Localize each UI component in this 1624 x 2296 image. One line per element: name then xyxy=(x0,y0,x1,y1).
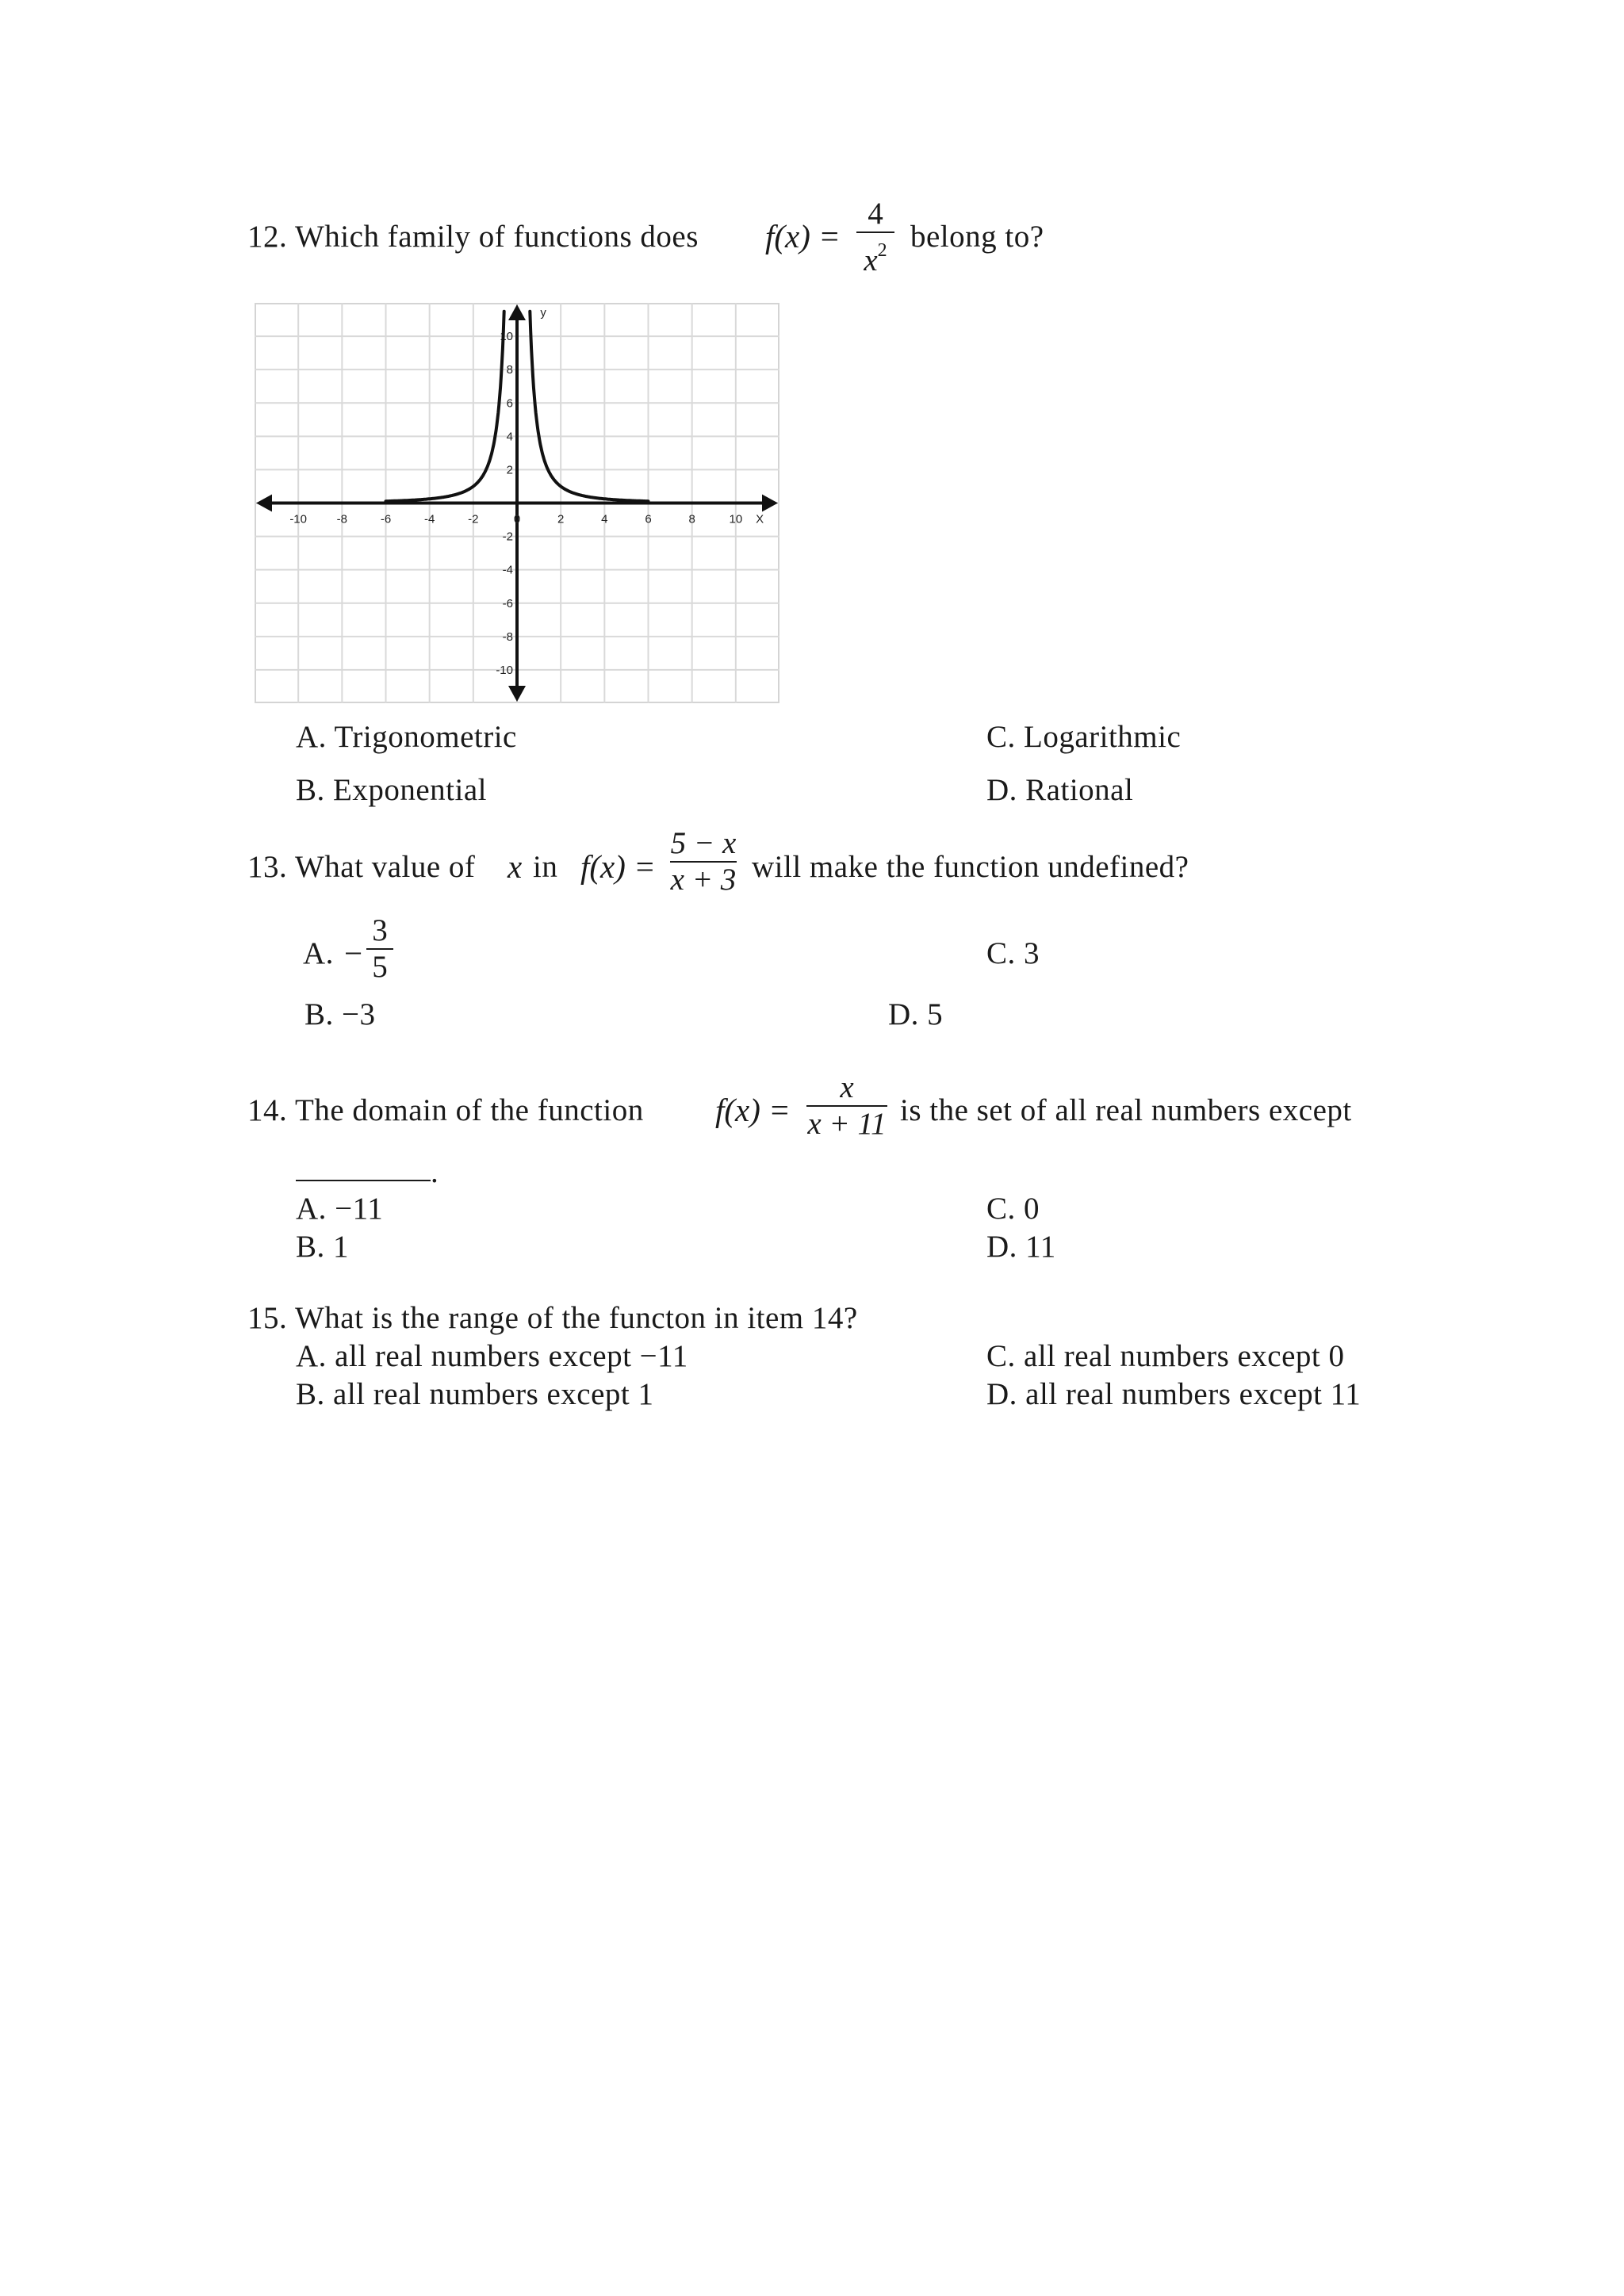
option-c: C. all real numbers except 0 xyxy=(986,1339,1345,1373)
option-b: B. −3 xyxy=(304,997,376,1031)
x-tick-label: 0 xyxy=(513,512,521,526)
option-c: C. Logarithmic xyxy=(986,720,1182,754)
option-b: B. 1 xyxy=(296,1230,350,1264)
question-number: 12. xyxy=(247,220,288,254)
option-a-label: A. xyxy=(303,936,334,970)
y-tick-label: 6 xyxy=(506,396,513,411)
option-d: D. 5 xyxy=(888,997,944,1031)
x-tick-label: -10 xyxy=(289,512,308,526)
question-text-end: will make the function undefined? xyxy=(752,850,1189,884)
question-text: What value of xyxy=(295,850,476,884)
x-axis-label: X xyxy=(756,512,764,526)
denominator-exponent: 2 xyxy=(877,240,887,261)
x-tick-label: 4 xyxy=(601,512,608,526)
y-tick-label: -4 xyxy=(502,563,513,577)
option-c: C. 0 xyxy=(986,1192,1040,1226)
y-tick-label: -2 xyxy=(502,530,513,544)
fraction-numerator: 3 xyxy=(372,913,388,947)
x-tick-label: 2 xyxy=(557,512,565,526)
fraction-denominator xyxy=(856,233,894,278)
fraction xyxy=(856,197,894,278)
fraction-numerator: 5 − x xyxy=(670,826,737,860)
answer-blank xyxy=(296,1180,431,1181)
function-lhs: f(x) = xyxy=(765,218,841,254)
variable: x xyxy=(508,848,523,885)
y-tick-label: -8 xyxy=(502,629,513,644)
question-text: What is the range of the functon in item 14? xyxy=(295,1301,858,1335)
question-number: 13. xyxy=(247,850,288,884)
function-lhs: f(x) = xyxy=(715,1092,791,1128)
x-tick-label: -8 xyxy=(336,512,348,526)
option-a-sign: − xyxy=(344,935,363,971)
option-c: C. 3 xyxy=(986,936,1040,970)
fraction xyxy=(806,1070,887,1142)
option-d: D. 11 xyxy=(986,1230,1056,1264)
x-tick-label: -4 xyxy=(423,512,435,526)
question-text-end: is the set of all real numbers except xyxy=(900,1093,1352,1127)
fraction-numerator: 4 xyxy=(868,197,883,231)
question-number: 14. xyxy=(247,1093,288,1127)
x-tick-label: -6 xyxy=(380,512,392,526)
question-text-end: belong to? xyxy=(910,220,1044,254)
option-a-fraction xyxy=(366,913,393,985)
y-tick-label: -10 xyxy=(496,663,513,677)
y-axis-arrow-down xyxy=(508,686,526,702)
function-lhs: f(x) = xyxy=(580,848,656,885)
question-number: 15. xyxy=(247,1301,288,1335)
curve-left-branch xyxy=(386,312,504,502)
y-tick-label: -6 xyxy=(502,596,513,610)
y-tick-label: 8 xyxy=(506,363,513,377)
x-tick-label: 8 xyxy=(688,512,695,526)
x-tick-label: 6 xyxy=(645,512,652,526)
y-axis-arrow-up xyxy=(508,304,526,320)
y-tick-label: 4 xyxy=(506,430,513,444)
question-text: The domain of the function xyxy=(295,1093,644,1127)
option-b: B. all real numbers except 1 xyxy=(296,1377,654,1411)
option-b: B. Exponential xyxy=(296,773,487,807)
x-axis-arrow-right xyxy=(762,495,778,512)
x-axis-arrow-left xyxy=(256,495,272,512)
option-d: D. all real numbers except 11 xyxy=(986,1377,1362,1411)
y-axis-label: y xyxy=(540,305,546,320)
denominator-base: x xyxy=(864,243,878,277)
question-text-in: in xyxy=(533,850,558,884)
blank-period: . xyxy=(431,1155,439,1189)
y-tick-label: 10 xyxy=(500,330,513,344)
fraction-denominator: 5 xyxy=(372,950,388,984)
fraction-numerator: x xyxy=(840,1070,854,1104)
curve-right-branch xyxy=(530,312,648,502)
option-a: A. −11 xyxy=(296,1192,384,1226)
option-a: A. Trigonometric xyxy=(296,720,517,754)
fraction-denominator: x + 3 xyxy=(670,863,737,897)
y-tick-label: 2 xyxy=(506,463,513,477)
option-d: D. Rational xyxy=(986,773,1134,807)
question-text: Which family of functions does xyxy=(295,220,699,254)
x-tick-label: 10 xyxy=(729,512,743,526)
function-graph xyxy=(255,303,779,703)
fraction xyxy=(670,826,737,897)
fraction-denominator: x + 11 xyxy=(807,1107,887,1141)
x-tick-label: -2 xyxy=(468,512,479,526)
option-a: A. all real numbers except −11 xyxy=(296,1339,688,1373)
